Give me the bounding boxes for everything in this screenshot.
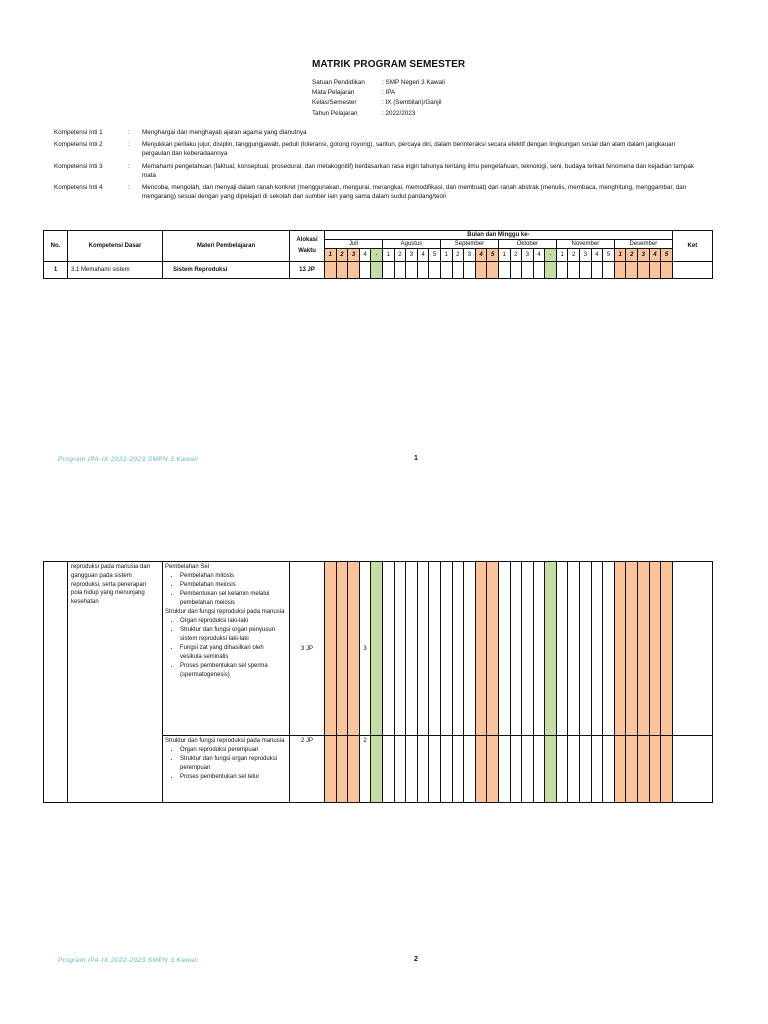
week-number: 2 bbox=[394, 249, 406, 262]
week-number: 2 bbox=[452, 249, 464, 262]
ki-key: Kompetensi Inti 3 bbox=[54, 162, 103, 170]
week-number: 1 bbox=[382, 249, 394, 262]
week-cell bbox=[661, 262, 673, 279]
month-agustus: Agustus bbox=[382, 240, 440, 249]
week-cell bbox=[545, 736, 557, 803]
ket-cell bbox=[672, 562, 712, 736]
materi-bullet: • Fungsi zat yang dihasilkan oleh vesikula seminalis bbox=[180, 644, 287, 662]
week-number: 1 bbox=[498, 249, 510, 262]
week-cell bbox=[626, 262, 638, 279]
week-number: 4 bbox=[475, 249, 487, 262]
week-cell bbox=[556, 262, 568, 279]
week-cell bbox=[452, 262, 464, 279]
week-cell bbox=[325, 262, 337, 279]
identity-key: Satuan Pendidikan bbox=[312, 79, 365, 86]
week-cell bbox=[371, 562, 383, 736]
week-cell bbox=[417, 736, 429, 803]
week-cell bbox=[510, 562, 522, 736]
materi-bullet: • Proses pembentukan sel telur bbox=[180, 773, 287, 782]
week-cell bbox=[522, 262, 534, 279]
week-cell bbox=[591, 262, 603, 279]
week-cell bbox=[661, 736, 673, 803]
week-number: 2 bbox=[336, 249, 348, 262]
week-number: 1 bbox=[614, 249, 626, 262]
week-cell bbox=[649, 736, 661, 803]
week-cell: 3 bbox=[359, 562, 371, 736]
week-cell bbox=[325, 562, 337, 736]
week-cell bbox=[533, 562, 545, 736]
week-cell bbox=[626, 562, 638, 736]
week-number: 5 bbox=[603, 249, 615, 262]
header-bulan: Bulan dan Minggu ke- bbox=[325, 231, 673, 240]
ki-value: Menghargai dan menghayati ajaran agama yang dianutnya bbox=[142, 129, 307, 136]
week-number: 4 bbox=[649, 249, 661, 262]
week-cell bbox=[475, 262, 487, 279]
week-number: 3 bbox=[406, 249, 418, 262]
week-cell bbox=[464, 562, 476, 736]
week-number: 2 bbox=[568, 249, 580, 262]
p2-alokasi-2: 2 JP bbox=[290, 736, 325, 803]
p2-materi-2 bbox=[163, 736, 290, 803]
week-cell bbox=[498, 562, 510, 736]
page-title: MATRIK PROGRAM SEMESTER bbox=[312, 59, 466, 70]
week-number: 3 bbox=[580, 249, 592, 262]
week-cell bbox=[661, 562, 673, 736]
materi-bullet: • Pembelahan mitosis bbox=[180, 572, 287, 581]
p2-materi-1 bbox=[163, 562, 290, 736]
p2-no bbox=[44, 562, 68, 803]
week-cell bbox=[394, 562, 406, 736]
materi-bullet: • Organ reproduksi laki-laki bbox=[180, 617, 287, 626]
week-number: 1 bbox=[440, 249, 452, 262]
week-cell bbox=[591, 736, 603, 803]
week-cell bbox=[522, 562, 534, 736]
week-cell bbox=[568, 262, 580, 279]
materi-bullet: • Pembelahan meiosis bbox=[180, 581, 287, 590]
week-number: 4 bbox=[591, 249, 603, 262]
materi-bullet: • Struktur dan fungsi organ reproduksi perempuan bbox=[180, 755, 287, 773]
week-cell bbox=[568, 562, 580, 736]
week-cell bbox=[336, 736, 348, 803]
identity-key: Mata Pelajaran bbox=[312, 89, 355, 97]
week-cell bbox=[348, 262, 360, 279]
week-cell bbox=[603, 736, 615, 803]
week-cell bbox=[348, 736, 360, 803]
week-cell bbox=[614, 736, 626, 803]
week-number: 3 bbox=[638, 249, 650, 262]
materi-bullet: • Pembentukan sel kelamin melalui pembelahan meiosis bbox=[180, 590, 287, 608]
week-cell bbox=[603, 562, 615, 736]
week-cell bbox=[545, 562, 557, 736]
week-cell bbox=[475, 562, 487, 736]
materi-line: Pembelahan Sel bbox=[165, 564, 210, 570]
week-number: 3 bbox=[348, 249, 360, 262]
week-number: 1 bbox=[556, 249, 568, 262]
week-cell bbox=[591, 562, 603, 736]
ki-value: Memahami pengetahuan (faktual, konseptual, prosedural, dan metakognitif) berdasarkan rasa ingin tahunya tentang ilmu pengetahuan, teknologi, seni, budaya terkait fenomena dan kejadian tampak mata bbox=[142, 162, 695, 179]
program-table-page1 bbox=[43, 230, 713, 279]
week-cell bbox=[382, 736, 394, 803]
week-cell: 2 bbox=[359, 736, 371, 803]
ki-key: Kompetensi Inti 1 bbox=[54, 129, 103, 136]
month-desember: Desember bbox=[614, 240, 672, 249]
week-cell bbox=[382, 262, 394, 279]
week-cell bbox=[371, 736, 383, 803]
week-cell bbox=[429, 736, 441, 803]
week-cell bbox=[649, 562, 661, 736]
ki-key: Kompetensi Inti 2 bbox=[54, 141, 103, 149]
program-table-page2 bbox=[43, 561, 713, 803]
week-cell bbox=[649, 262, 661, 279]
week-cell bbox=[417, 262, 429, 279]
week-number: 5 bbox=[429, 249, 441, 262]
header-no: No. bbox=[44, 231, 68, 262]
week-cell bbox=[406, 562, 418, 736]
header-alokasi: Alokasi Waktu bbox=[290, 231, 325, 262]
row1-no: 1 bbox=[44, 262, 68, 279]
p2-kd: reproduksi pada manusia dan gangguan pada sistem reproduksi, serta penerapan pola hidup yang menunjang kesehatan bbox=[68, 562, 163, 803]
week-cell bbox=[440, 262, 452, 279]
ki-key: Kompetensi Inti 4 bbox=[54, 184, 103, 192]
identity-key: Kelas/Semester bbox=[312, 99, 357, 107]
header-materi: Materi Pembelajaran bbox=[163, 231, 290, 262]
materi-line: Struktur dan fungsi reproduksi pada manusia bbox=[165, 738, 285, 744]
week-cell bbox=[429, 562, 441, 736]
week-cell bbox=[371, 262, 383, 279]
week-cell bbox=[614, 562, 626, 736]
week-cell bbox=[406, 736, 418, 803]
week-number: 3 bbox=[464, 249, 476, 262]
week-cell bbox=[603, 262, 615, 279]
week-cell bbox=[580, 736, 592, 803]
week-cell bbox=[522, 736, 534, 803]
week-cell bbox=[498, 736, 510, 803]
month-juli: Juli bbox=[325, 240, 383, 249]
week-number: 2 bbox=[626, 249, 638, 262]
week-number: 1 bbox=[325, 249, 337, 262]
week-cell bbox=[464, 262, 476, 279]
week-cell bbox=[556, 562, 568, 736]
ki-value: Mencoba, mengolah, dan menyaji dalam ranah konkret (menggunakan, mengurai, merangkai, memodifikasi, dan membuat) dan ranah abstrak (menulis, membaca, menghitung, menggambar, dan mengarang) sesuai dengan yang dipelajari di sekolah dan sumber lain yang sama dalam sudut pandang/teori bbox=[142, 184, 687, 201]
footer-text: Program IPA-IX 2022-2023 SMPN 3 Kawali bbox=[58, 456, 199, 463]
row1-kd: 3.1 Memahami sistem bbox=[68, 262, 163, 279]
ki-colon: : bbox=[128, 141, 130, 149]
week-cell bbox=[614, 262, 626, 279]
week-cell bbox=[325, 736, 337, 803]
week-number: 4 bbox=[533, 249, 545, 262]
week-cell bbox=[638, 562, 650, 736]
week-number: 4 bbox=[359, 249, 371, 262]
identity-value: : SMP Negeri 3 Kawali bbox=[382, 79, 445, 86]
week-cell bbox=[429, 262, 441, 279]
week-cell bbox=[452, 736, 464, 803]
week-cell bbox=[487, 736, 499, 803]
p2-alokasi-1: 3 JP bbox=[290, 562, 325, 736]
week-cell bbox=[638, 262, 650, 279]
materi-line: Struktur dan fungsi reproduksi pada manusia bbox=[165, 609, 285, 615]
page-number: 1 bbox=[414, 455, 418, 462]
week-number: 5 bbox=[661, 249, 673, 262]
week-cell bbox=[545, 262, 557, 279]
week-cell bbox=[475, 736, 487, 803]
week-number: - bbox=[371, 249, 383, 262]
row1-alokasi: 13 JP bbox=[290, 262, 325, 279]
week-cell bbox=[638, 736, 650, 803]
week-cell bbox=[580, 562, 592, 736]
week-cell bbox=[417, 562, 429, 736]
week-cell bbox=[359, 262, 371, 279]
kompetensi-inti-block bbox=[54, 128, 704, 204]
ki-value: Menjukkan perilaku jujur, disiplin, tanggungjawab, peduli (toleransi, gotong royong), santun, percaya diri, dalam berinteraksi secara efektif dengan lingkungan sosial dan alam dalam jangkauan pergaulan dan keberadaannya bbox=[142, 141, 676, 158]
materi-bullet: • Struktur dan fungsi organ penyusun sistem reproduksi laki-laki bbox=[180, 626, 287, 644]
ki-colon: : bbox=[128, 129, 130, 136]
month-oktober: Oktober bbox=[498, 240, 556, 249]
week-cell bbox=[348, 562, 360, 736]
identity-value: : IPA bbox=[382, 89, 396, 97]
month-november: November bbox=[556, 240, 614, 249]
week-cell bbox=[533, 262, 545, 279]
week-cell bbox=[487, 262, 499, 279]
week-cell bbox=[336, 562, 348, 736]
identity-value: : 2022/2023 bbox=[382, 109, 416, 117]
week-number: - bbox=[545, 249, 557, 262]
page-number: 2 bbox=[414, 956, 418, 963]
week-cell bbox=[533, 736, 545, 803]
week-cell bbox=[487, 562, 499, 736]
week-cell bbox=[336, 262, 348, 279]
week-number: 3 bbox=[522, 249, 534, 262]
week-cell bbox=[382, 562, 394, 736]
week-cell bbox=[394, 736, 406, 803]
week-cell bbox=[568, 736, 580, 803]
week-cell bbox=[452, 562, 464, 736]
week-cell bbox=[580, 262, 592, 279]
week-cell bbox=[626, 736, 638, 803]
week-cell bbox=[440, 562, 452, 736]
ket-cell bbox=[672, 262, 712, 279]
ki-colon: : bbox=[128, 184, 130, 192]
week-cell bbox=[394, 262, 406, 279]
row1-materi: Sistem Reproduksi bbox=[163, 262, 290, 279]
week-cell bbox=[498, 262, 510, 279]
materi-bullet: • Proses pembentukan sel sperma (spermatogenesis) bbox=[180, 662, 287, 680]
materi-bullet: • Organ reproduksi perempuan bbox=[180, 746, 287, 755]
ki-colon: : bbox=[128, 162, 130, 170]
footer-text: Program IPA-IX 2022-2023 SMPN 3 Kawali bbox=[58, 957, 199, 964]
week-cell bbox=[556, 736, 568, 803]
identity-block bbox=[312, 78, 445, 119]
identity-key: Tahun Pelajaran bbox=[312, 109, 358, 117]
week-cell bbox=[440, 736, 452, 803]
identity-value: : IX (Sembilan)/Ganjil bbox=[382, 99, 442, 107]
week-cell bbox=[510, 736, 522, 803]
week-number: 5 bbox=[487, 249, 499, 262]
month-september: September bbox=[440, 240, 498, 249]
week-cell bbox=[406, 262, 418, 279]
ket-cell bbox=[672, 736, 712, 803]
week-cell bbox=[510, 262, 522, 279]
week-number: 4 bbox=[417, 249, 429, 262]
header-ket: Ket bbox=[672, 231, 712, 262]
header-kd: Kompetensi Dasar bbox=[68, 231, 163, 262]
week-number: 2 bbox=[510, 249, 522, 262]
week-cell bbox=[464, 736, 476, 803]
